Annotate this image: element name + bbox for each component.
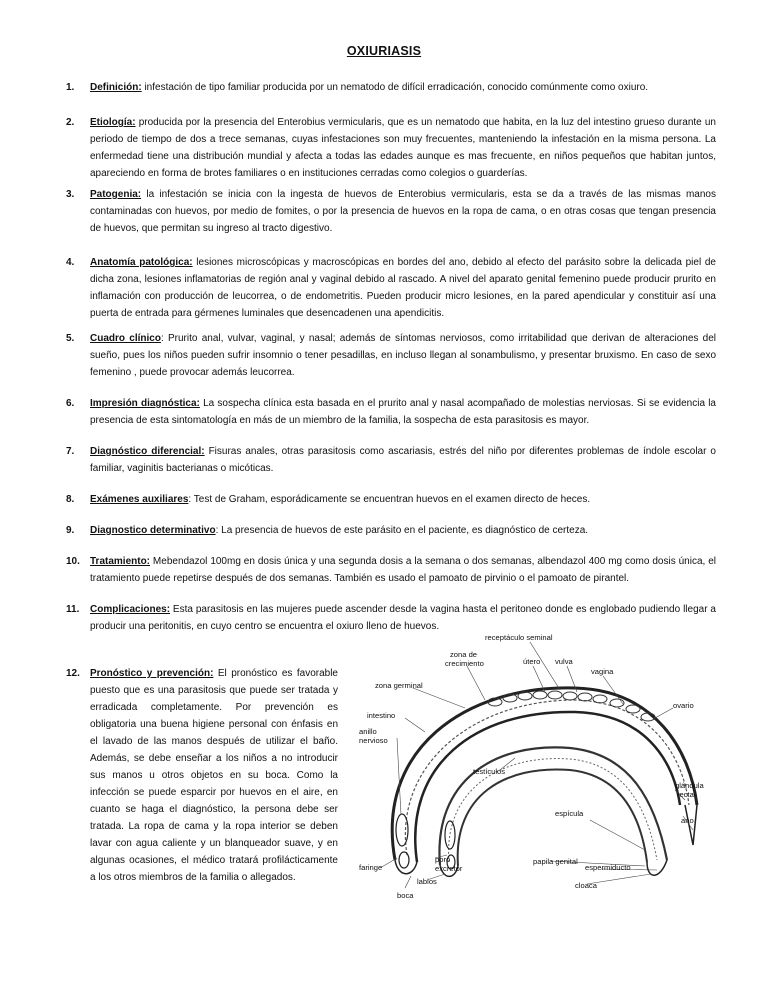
- male-worm-inner: [458, 769, 647, 866]
- female-tail: [685, 805, 697, 845]
- item-term: Etiología:: [90, 117, 136, 128]
- page-title: OXIURIASIS: [346, 44, 422, 58]
- item-text: lesiones microscópicas y macroscópicas en bordes del ano, debido al efecto del parásito sobre la delicada piel de dicha zona, lesiones inflamatorias de región anal y vaginal debido al rascado. A nivel del aparato genital femenino puede producir prurito en inflamación con producción de leucorrea, o de endometritis. Pueden producir micro lesiones, en la pared apendicular y constituir así una puerta de entrada para gérmenes luminales que desencadenen una apendicitis.: [90, 257, 716, 319]
- item-number: 6.: [66, 398, 75, 409]
- item-text: La sospecha clínica esta basada en el prurito anal y nasal acompañado de molestias nerviosas. Si se evidencia la presencia de esta sintomatología en más de un miembro de la familia, la sospecha de esta parasitosis es mayor.: [90, 398, 716, 426]
- item-term: Diagnóstico diferencial:: [90, 446, 205, 457]
- label-zona-germinal: zona germinal: [375, 681, 423, 690]
- label-ovario: ovario: [673, 701, 694, 710]
- item-text: : La presencia de huevos de este parásito en el paciente, es diagnóstico de certeza.: [215, 525, 589, 536]
- label-anillo: anillo: [359, 727, 377, 736]
- item-number: 8.: [66, 494, 75, 505]
- label-zona-crecimiento: zona de: [450, 650, 478, 659]
- item-body: [90, 491, 716, 508]
- label-poro: poro: [435, 855, 451, 864]
- item-body: [90, 443, 716, 477]
- item-body: [90, 395, 716, 429]
- item-number: 11.: [66, 604, 80, 615]
- label-vulva: vulva: [555, 657, 573, 666]
- label-anillo: nervioso: [359, 736, 388, 745]
- item-term: Pronóstico y prevención:: [90, 668, 214, 679]
- label-espicula: espícula: [555, 809, 584, 818]
- item-number: 7.: [66, 446, 75, 457]
- label-intestino: intestino: [367, 711, 396, 720]
- item-term: Tratamiento:: [90, 556, 151, 567]
- oxiuro-diagram: [355, 630, 715, 900]
- item-body: [90, 522, 716, 539]
- item-number: 5.: [66, 333, 75, 344]
- label-testiculos: testículos: [473, 767, 506, 776]
- item-term: Complicaciones:: [90, 604, 171, 615]
- item-body: [90, 553, 716, 587]
- item-text: producida por la presencia del Enterobius vermicularis, que es un nematodo que habita, en la luz del intestino grueso durante un periodo de tiempo de dos a trece semanas, cuyas infestaciones son muy frecuentes, manteniendo la infestación en la misma persona. La enfermedad tiene una distribución mundial y afecta a todas las edades aunque es mas frecuente, en niños pequeños que habitan juntos, apareciendo en forma de brotes familiares o en instituciones cerradas como colegios o guarderías.: [90, 117, 716, 179]
- label-espermiducto: espermiducto: [585, 863, 631, 872]
- label-glandula: glándula: [675, 781, 704, 790]
- item-term: Definición:: [90, 82, 142, 93]
- item-term: Anatomía patológica:: [90, 257, 193, 268]
- item-number: 1.: [66, 82, 75, 93]
- label-zona-crecimiento: crecimiento: [445, 659, 484, 668]
- label-receptaculo: receptáculo seminal: [485, 633, 553, 642]
- item-number: 4.: [66, 257, 75, 268]
- label-boca: boca: [397, 891, 414, 900]
- item-number: 2.: [66, 117, 75, 128]
- item-term: Cuadro clínico: [90, 333, 161, 344]
- label-utero: útero: [523, 657, 541, 666]
- label-glandula: rectal: [677, 790, 696, 799]
- item-body: [90, 186, 716, 237]
- label-labios: labios: [417, 877, 437, 886]
- item-term: Exámenes auxiliares: [90, 494, 189, 505]
- label-vagina: vagina: [591, 667, 614, 676]
- item-text: El pronóstico es favorable puesto que es una parasitosis que puede ser tratada y erradicada completamente. Por prevención es obligatoria una buena higiene personal con énfasis en el lavado de las manos después de utilizar el baño. Además, se debe enseñar a los niños a no introducir sus manos u otros objetos en su boca. Como la infección se puede esparcir por huevos en el aire, en cuanto se haga el diagnóstico, la persona debe ser tratada. La ropa de cama y la ropa interior se deben lavar con agua caliente y un blanqueador suave, y en algunas ocasiones, el médico tratará profilácticamente a los otros miembros de la familia o allegados.: [90, 668, 338, 883]
- label-papila: papila genital: [533, 857, 578, 866]
- label-ano: ano: [681, 816, 694, 825]
- item-body: [90, 79, 716, 96]
- item-term: Impresión diagnóstica:: [90, 398, 200, 409]
- label-cloaca: cloaca: [575, 881, 597, 890]
- item-text: Esta parasitosis en las mujeres puede ascender desde la vagina hasta el peritoneo donde es englobado pudiendo llegar a producir una peritonitis, en cuyo centro se encuentra el oxiuro lleno de huevos.: [90, 604, 716, 632]
- item-number: 3.: [66, 189, 75, 200]
- item-body: [90, 114, 716, 182]
- item-body: [90, 254, 716, 322]
- male-tail: [647, 860, 667, 875]
- item-text: : Test de Graham, esporádicamente se encuentran huevos en el examen directo de heces.: [188, 494, 591, 505]
- item-body: [90, 330, 716, 381]
- uterus-eggs: [488, 691, 655, 721]
- male-worm-outer: [439, 747, 667, 865]
- label-faringe: faringe: [359, 863, 383, 872]
- item-number: 9.: [66, 525, 75, 536]
- item-body: [90, 665, 338, 886]
- item-term: Patogenia:: [90, 189, 142, 200]
- item-number: 12.: [66, 668, 80, 679]
- item-text: : Prurito anal, vulvar, vaginal, y nasal; además de síntomas nerviosos, como irritabilidad que derivan de alteraciones del sueño, pues los niños pueden sufrir insomnio o tener pesadillas, en incluso llegan al sonambulismo, y presentar bruxismo. En caso de sexo femenino , puede provocar además leucorrea.: [90, 333, 717, 378]
- label-poro: excretor: [435, 864, 463, 873]
- item-term: Diagnostico determinativo: [90, 525, 216, 536]
- item-text: infestación de tipo familiar producida por un nematodo de difícil erradicación, conocido comúnmente como oxiuro.: [141, 82, 649, 93]
- item-text: Fisuras anales, otras parasitosis como ascariasis, estrés del niño por diferentes problemas de índole escolar o familiar, vaginitis bacterianas o micóticas.: [90, 446, 716, 474]
- item-text: la infestación se inicia con la ingesta de huevos de Enterobius vermicularis, esta se da a través de las mismas manos contaminadas con huevos, por medio de fomites, o por la presencia de huevos en la ropa de cama, o en otras cosas que tengan presencia de huevos, que permitan su ingreso al tracto digestivo.: [90, 189, 716, 234]
- item-number: 10.: [66, 556, 80, 567]
- item-text: Mebendazol 100mg en dosis única y una segunda dosis a la semana o dos semanas, albendazol 400 mg como dosis única, el tratamiento puede repetirse después de dos semanas. También es usado el pamoato de pirvinio o el pamoato de pirantel.: [90, 556, 716, 584]
